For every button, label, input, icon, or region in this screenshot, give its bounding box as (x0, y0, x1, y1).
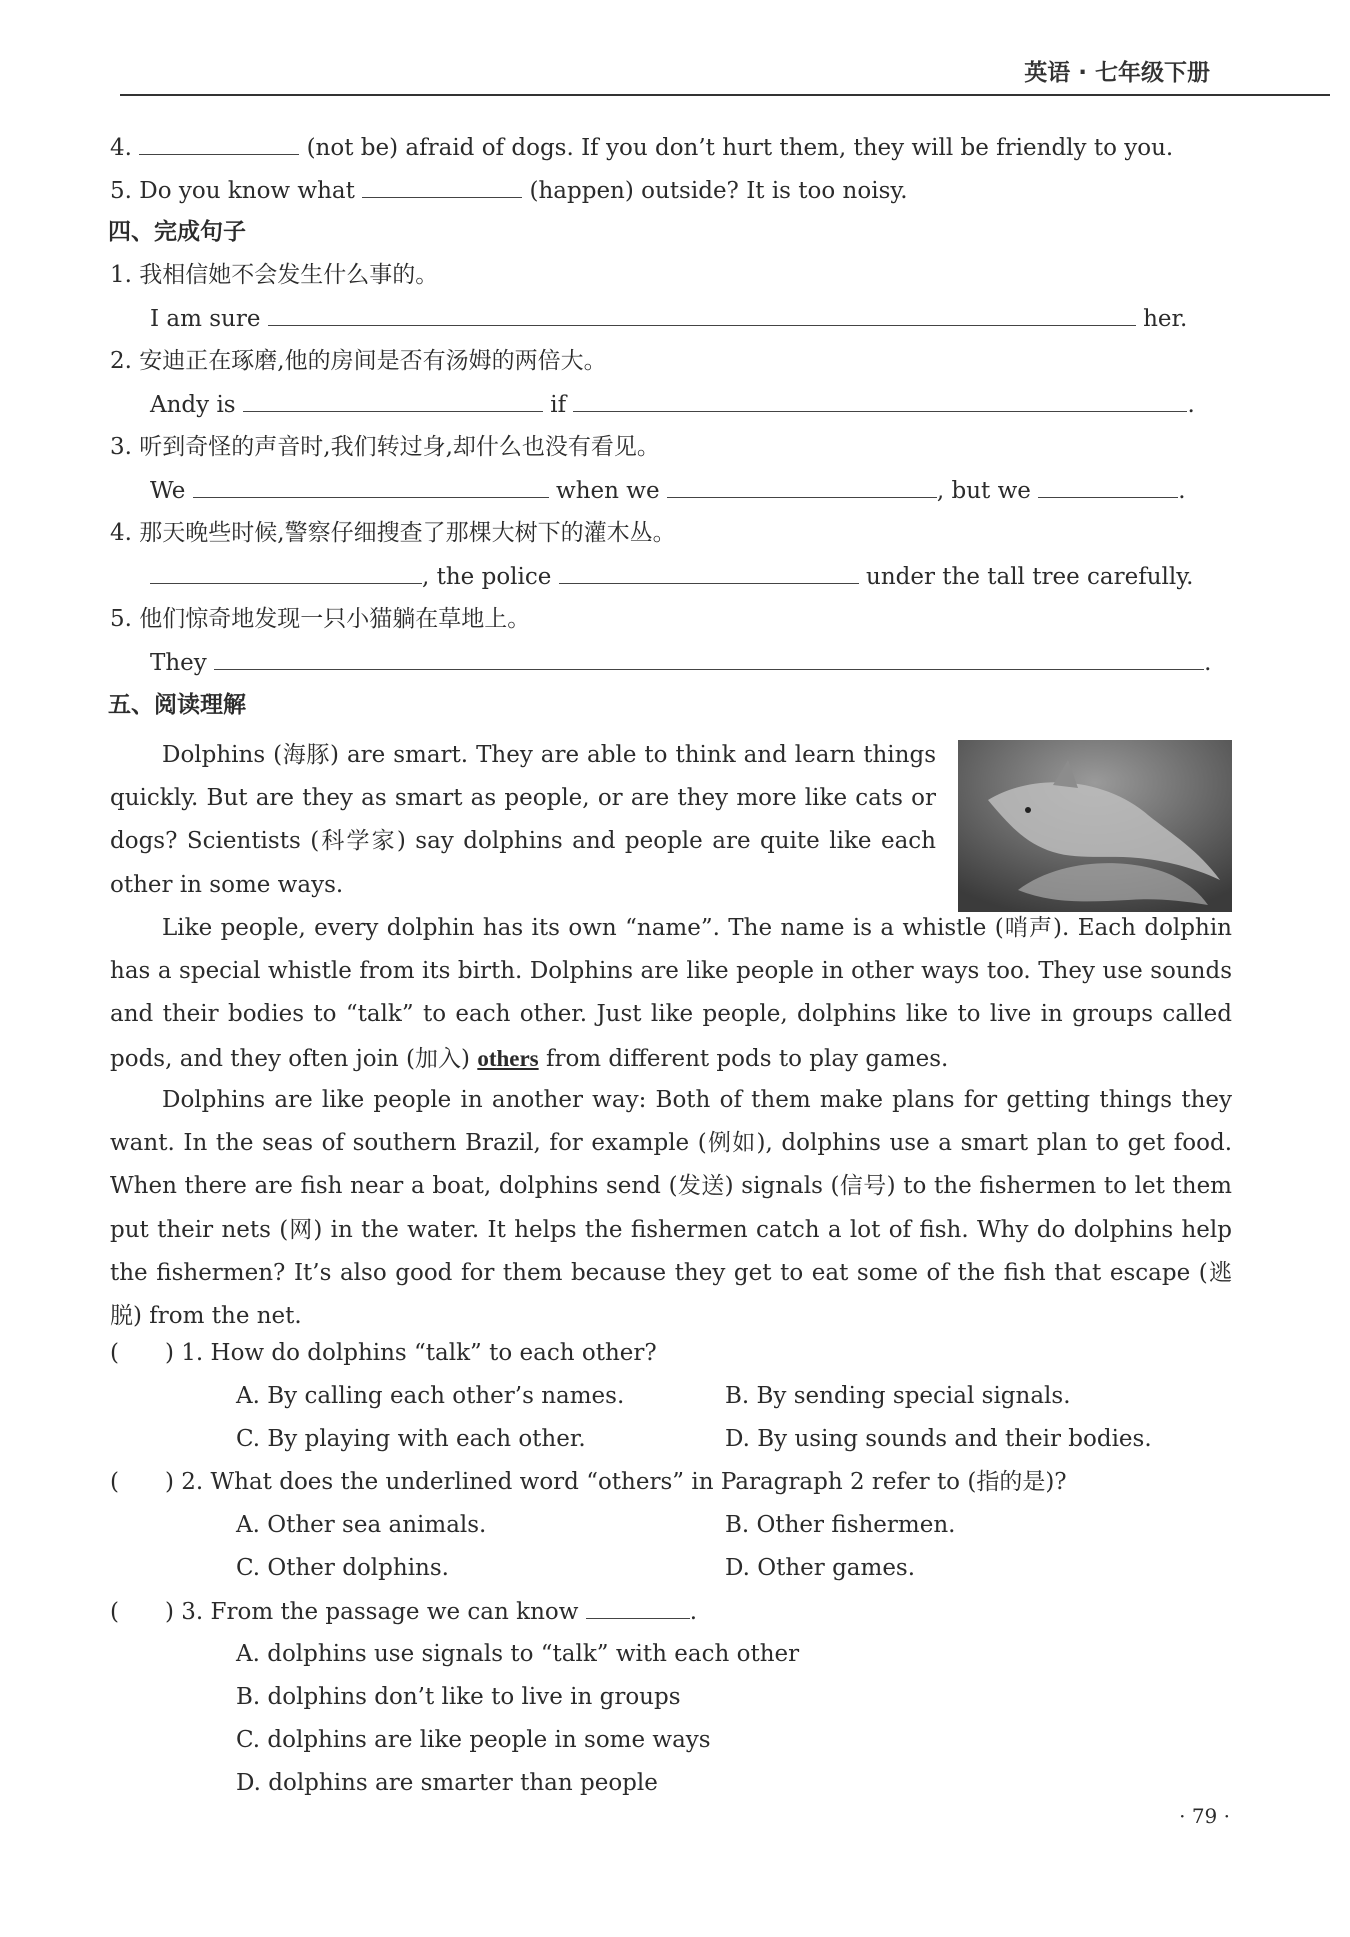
option-a[interactable]: A. Other sea animals. (236, 1512, 487, 1538)
option-b[interactable]: B. By sending special signals. (725, 1383, 1071, 1409)
answer-blank[interactable] (243, 389, 543, 412)
page-number: · 79 · (1179, 1804, 1230, 1828)
answer-blank[interactable] (573, 389, 1187, 412)
sentence-5-chinese: 5. 他们惊奇地发现一只小猫躺在草地上。 (110, 606, 531, 632)
option-c[interactable]: C. Other dolphins. (236, 1555, 449, 1581)
question-stem: 1. How do dolphins “talk” to each other? (181, 1340, 657, 1366)
page-header (120, 50, 1330, 96)
answer-blank[interactable] (586, 1596, 690, 1619)
answer-blank[interactable] (559, 561, 859, 584)
header-title: 英语 · 七年级下册 (1024, 60, 1210, 86)
question-3: ( ) 3. From the passage we can know . (110, 1596, 697, 1627)
option-a[interactable]: A. dolphins use signals to “talk” with each other (236, 1641, 800, 1667)
passage-paragraph-2: Like people, every dolphin has its own “name”. The name is a whistle (哨声). Each dolphin has a special whistle from its birth. Dolphins are like people in other ways too. They use sounds and their bodies to “talk” to each other. Just like people, dolphins like to live in groups called pods, and they often join (加入) others from different pods to play games. (110, 915, 1232, 1072)
fill-question-4: 4. (not be) afraid of dogs. If you don’t hurt them, they will be friendly to you. (110, 132, 1173, 163)
fill-question-5: 5. Do you know what (happen) outside? It is too noisy. (110, 175, 908, 206)
answer-blank[interactable] (1038, 475, 1178, 498)
sentence-4-english: , the police under the tall tree carefully. (150, 561, 1193, 592)
answer-blank[interactable] (214, 647, 1204, 670)
option-b[interactable]: B. Other fishermen. (725, 1512, 956, 1538)
answer-parentheses[interactable]: ( ) (110, 1340, 174, 1366)
answer-blank[interactable] (667, 475, 937, 498)
sentence-3-english: We when we , but we . (150, 475, 1186, 506)
sentence-2-chinese: 2. 安迪正在琢磨,他的房间是否有汤姆的两倍大。 (110, 348, 607, 374)
sentence-3-chinese: 3. 听到奇怪的声音时,我们转过身,却什么也没有看见。 (110, 434, 660, 460)
section-title-reading: 五、阅读理解 (108, 692, 246, 718)
dolphin-illustration (958, 740, 1232, 912)
section-title-complete-sentences: 四、完成句子 (108, 219, 246, 245)
question-stem: 3. From the passage we can know (181, 1599, 579, 1625)
option-c[interactable]: C. By playing with each other. (236, 1426, 586, 1452)
dolphin-photo (958, 740, 1232, 912)
question-stem: 2. What does the underlined word “others” in Paragraph 2 refer to (指的是)? (181, 1469, 1067, 1495)
sentence-4-chinese: 4. 那天晚些时候,警察仔细搜查了那棵大树下的灌木丛。 (110, 520, 676, 546)
passage-paragraph-3: Dolphins are like people in another way: Both of them make plans for getting things they want. In the seas of southern Brazil, for example (例如), dolphins use a smart plan to get food. When there are fish near a boat, dolphins send (发送) signals (信号) to the fishermen to let them put their nets (网) in the water. It helps the fishermen catch a lot of fish. Why do dolphins help the fishermen? It’s also good for them because they get to eat some of the fish that escape (逃脱) from the net. (110, 1087, 1232, 1330)
question-1 (110, 1338, 657, 1368)
sentence-5-english: They . (150, 647, 1211, 678)
question-2 (110, 1467, 1067, 1497)
option-b[interactable]: B. dolphins don’t like to live in groups (236, 1684, 681, 1710)
sentence-1-english: I am sure her. (150, 303, 1187, 334)
answer-blank[interactable] (193, 475, 549, 498)
answer-blank[interactable] (150, 561, 422, 584)
option-d[interactable]: D. Other games. (725, 1555, 916, 1581)
sentence-1-chinese: 1. 我相信她不会发生什么事的。 (110, 262, 439, 288)
answer-blank[interactable] (362, 175, 522, 198)
underlined-word-others: others (477, 1045, 539, 1071)
answer-blank[interactable] (268, 303, 1136, 326)
option-d[interactable]: D. dolphins are smarter than people (236, 1770, 658, 1796)
option-d[interactable]: D. By using sounds and their bodies. (725, 1426, 1152, 1452)
option-a[interactable]: A. By calling each other’s names. (236, 1383, 625, 1409)
answer-parentheses[interactable]: ( ) (110, 1599, 174, 1625)
passage-paragraph-1: Dolphins (海豚) are smart. They are able to think and learn things quickly. But are they as smart as people, or are they more like cats or dogs? Scientists (科学家) say dolphins and people are quite like each other in some ways. (110, 742, 936, 898)
answer-parentheses[interactable]: ( ) (110, 1469, 174, 1495)
answer-blank[interactable] (139, 132, 299, 155)
option-c[interactable]: C. dolphins are like people in some ways (236, 1727, 711, 1753)
sentence-2-english: Andy is if . (150, 389, 1195, 420)
